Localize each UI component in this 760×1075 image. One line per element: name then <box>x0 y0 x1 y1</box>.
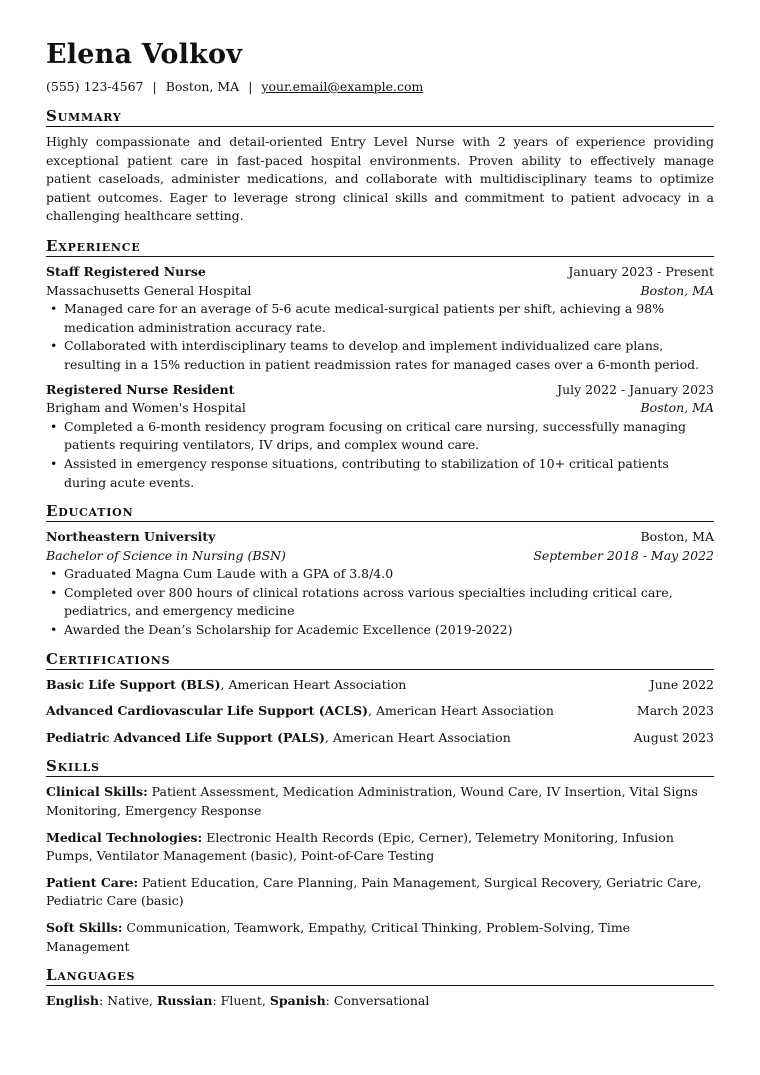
skill-list: Patient Education, Care Planning, Pain Management, Surgical Recovery, Geriatric Care, Pediatric Care (basic) <box>46 874 702 909</box>
skill-group <box>46 829 714 866</box>
language-name: Spanish <box>269 993 326 1009</box>
certification-row <box>46 729 714 748</box>
language-name: English <box>46 993 99 1009</box>
skill-label: Soft Skills: <box>46 920 123 935</box>
job-location: Boston, MA <box>640 282 714 298</box>
bullet-item: • Graduated Magna Cum Laude with a GPA of 3.8/4.0 <box>64 565 714 584</box>
job-bullets <box>46 300 714 374</box>
school-name: Northeastern University <box>46 529 216 545</box>
language-level: : Conversational <box>325 993 430 1009</box>
certification-name: Advanced Cardiovascular Life Support (ACLS) <box>46 703 369 719</box>
experience-heading: Experience <box>46 237 714 257</box>
job-dates: July 2022 - January 2023 <box>557 381 714 397</box>
skill-group <box>46 919 714 956</box>
education-dates: September 2018 - May 2022 <box>533 547 714 563</box>
education-entry <box>46 528 714 640</box>
job-role: Staff Registered Nurse <box>46 263 206 279</box>
education-heading: Education <box>46 502 714 522</box>
languages-line <box>46 992 714 1011</box>
bullet-item: • Assisted in emergency response situations, contributing to stabilization of 10+ critical patients during acute events. <box>64 455 714 492</box>
job-employer: Brigham and Women's Hospital <box>46 400 246 416</box>
skill-group <box>46 874 714 911</box>
email-link[interactable]: your.email@example.com <box>261 79 424 94</box>
skill-list: Electronic Health Records (Epic, Cerner), Telemetry Monitoring, Infusion Pumps, Ventilator Management (basic), Point-of-Care Testing <box>46 829 674 864</box>
bullet-item: • Collaborated with interdisciplinary teams to develop and implement individualized care plans, resulting in a 15% reduction in patient readmission rates for managed cases over a 6-month period. <box>64 337 714 374</box>
bullet-item: • Awarded the Dean’s Scholarship for Academic Excellence (2019-2022) <box>64 621 714 640</box>
job-role: Registered Nurse Resident <box>46 381 235 397</box>
certification-issuer: , American Heart Association <box>324 729 511 745</box>
certification-row <box>46 702 714 721</box>
job-dates: January 2023 - Present <box>568 263 714 279</box>
certifications-heading: Certifications <box>46 650 714 670</box>
skill-list: Patient Assessment, Medication Administration, Wound Care, IV Insertion, Vital Signs Monitoring, Emergency Response <box>46 784 698 819</box>
job-location: Boston, MA <box>640 400 714 416</box>
contact-separator: | <box>152 79 157 94</box>
bullet-item: • Managed care for an average of 5-6 acute medical-surgical patients per shift, achieving a 98% medication administration accuracy rate. <box>64 300 714 337</box>
job-employer: Massachusetts General Hospital <box>46 282 252 298</box>
skill-label: Medical Technologies: <box>46 829 203 845</box>
language-level: : Native, <box>98 993 157 1009</box>
certification-issuer: , American Heart Association <box>368 703 554 719</box>
skill-label: Patient Care: <box>46 874 139 890</box>
location: Boston, MA <box>165 79 240 94</box>
skill-list: Communication, Teamwork, Empathy, Critical Thinking, Problem-Solving, Time Management <box>46 920 631 954</box>
education-bullets <box>46 565 714 639</box>
school-location: Boston, MA <box>640 529 714 545</box>
candidate-name: Elena Volkov <box>46 39 243 70</box>
certification-date: August 2023 <box>633 729 714 745</box>
phone-number: (555) 123-4567 <box>46 79 144 94</box>
languages-heading: Languages <box>46 966 714 986</box>
job-bullets <box>46 418 714 492</box>
certification-name: Pediatric Advanced Life Support (PALS) <box>46 729 325 745</box>
resume-page <box>46 40 714 1019</box>
summary-text: Highly compassionate and detail-oriented Entry Level Nurse with 2 years of experience providing exceptional patient care in fast-paced hospital environments. Proven ability to effectively manage patient caseloads, administer medications, and collaborate with multidisciplinary teams to optimize patient outcomes. Eager to leverage strong clinical skills and commitment to patient advocacy in a challenging healthcare setting. <box>46 134 714 224</box>
job-entry <box>46 381 714 493</box>
certification-date: June 2022 <box>649 676 714 692</box>
bullet-item: • Completed over 800 hours of clinical rotations across various specialties including critical care, pediatrics, and emergency medicine <box>64 584 714 621</box>
skill-group <box>46 783 714 820</box>
skill-label: Clinical Skills: <box>46 784 148 800</box>
certification-issuer: , American Heart Association <box>220 676 407 692</box>
certification-date: March 2023 <box>636 703 714 719</box>
job-entry <box>46 263 714 375</box>
contact-line <box>46 79 714 95</box>
summary-heading: Summary <box>46 107 714 127</box>
language-name: Russian <box>157 993 213 1009</box>
degree-name: Bachelor of Science in Nursing (BSN) <box>46 547 286 563</box>
certification-row <box>46 676 714 695</box>
bullet-item: • Completed a 6-month residency program focusing on critical care nursing, successfully managing patients requiring ventilators, IV drips, and complex wound care. <box>64 418 714 455</box>
contact-separator: | <box>248 79 253 94</box>
language-level: : Fluent, <box>212 993 270 1009</box>
certification-name: Basic Life Support (BLS) <box>46 676 221 692</box>
skills-heading: Skills <box>46 757 714 777</box>
